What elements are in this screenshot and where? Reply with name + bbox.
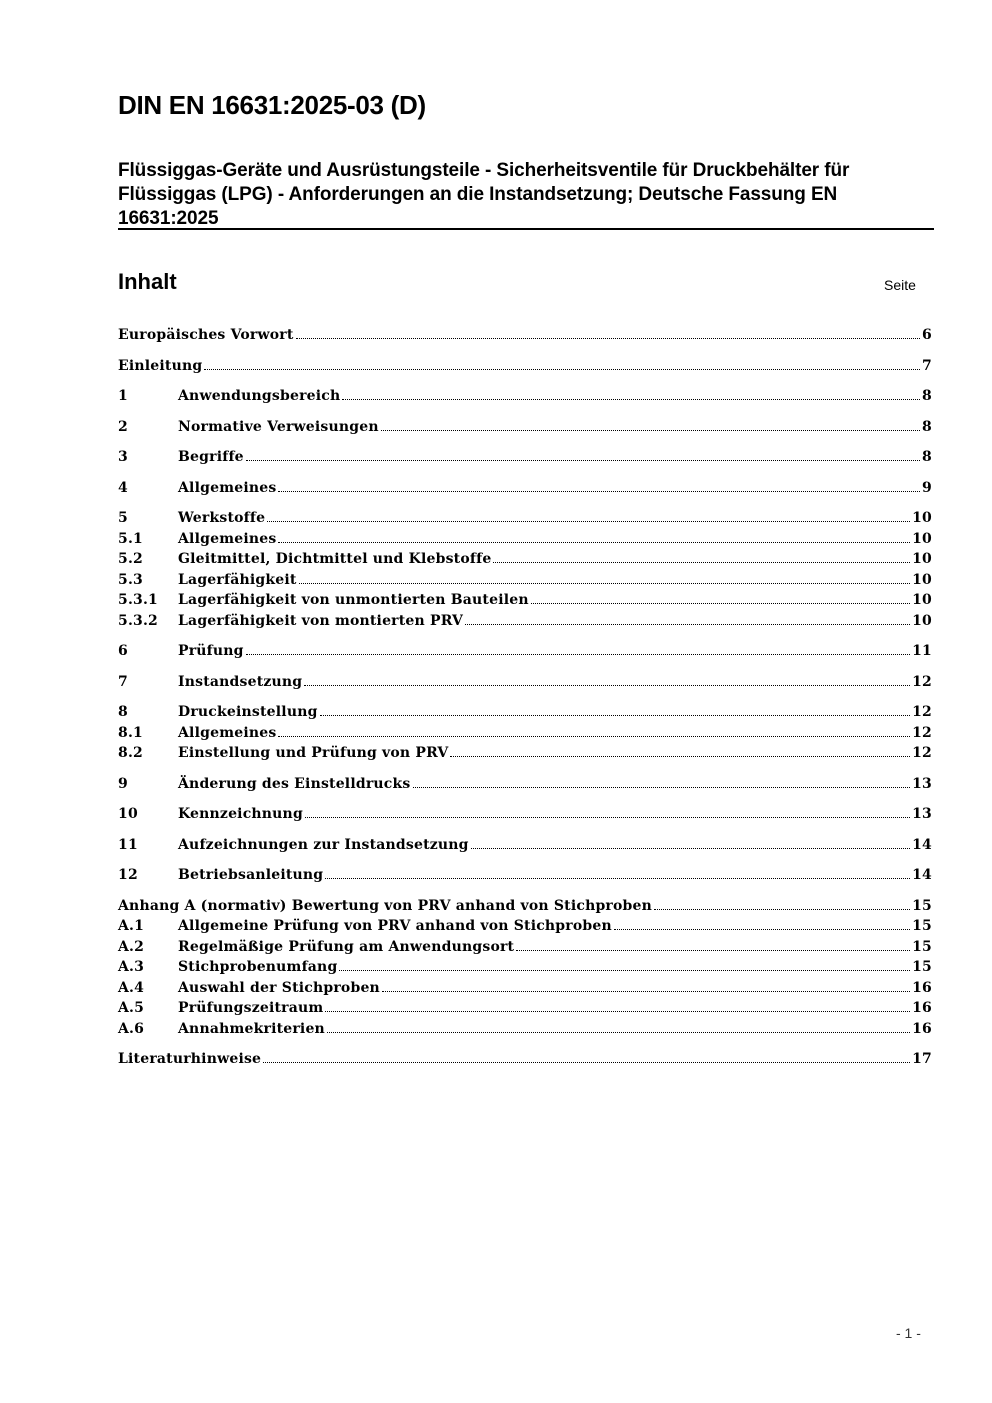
toc-entry-page: 12 [912,745,932,761]
toc-entry[interactable] [118,549,932,570]
toc-entry[interactable] [118,937,932,958]
toc-dot-leader [413,787,911,788]
toc-dot-leader [278,491,920,492]
toc-entry-number: 8 [118,704,128,720]
toc-entry[interactable] [118,978,932,999]
toc-entry[interactable] [118,865,932,886]
toc-entry-number: A.3 [118,959,145,975]
toc-entry-title: Allgemeines [178,479,277,496]
toc-entry-title: Begriffe [178,449,244,465]
toc-entry-page: 14 [912,867,932,883]
toc-entry[interactable] [118,702,932,723]
toc-entry-title: Lagerfähigkeit von montierten PRV [178,612,464,629]
toc-entry-title: Anwendungsbereich [178,388,341,404]
toc-entry-page: 13 [912,775,932,792]
toc-entry-page: 14 [912,836,932,853]
toc-dot-leader [531,603,910,604]
toc-entry[interactable] [118,611,932,632]
toc-dot-leader [382,991,910,992]
toc-entry-page: 15 [912,918,932,934]
toc-entry-title: Kennzeichnung [178,806,303,822]
toc-entry[interactable] [118,835,932,856]
toc-entry-title: Instandsetzung [178,673,303,690]
toc-entry-number: 5.3.2 [118,612,158,629]
toc-entry-number: 9 [118,775,128,792]
toc-entry-title: Änderung des Einstelldrucks [178,775,411,792]
toc-entry-page: 10 [912,592,932,608]
toc-dot-leader [278,542,910,543]
toc-entry-page: 15 [912,959,932,975]
toc-entry-number: 3 [118,449,128,465]
toc-dot-leader [296,338,921,339]
toc-entry[interactable] [118,508,932,529]
toc-entry-page: 10 [912,571,932,588]
toc-dot-leader [342,399,920,400]
toc-entry[interactable] [118,1049,932,1070]
toc-entry-number: 10 [118,806,138,822]
toc-entry-page: 13 [912,806,932,822]
title-divider [118,228,934,230]
toc-entry-page: 9 [922,479,932,496]
toc-entry-page: 16 [912,979,932,996]
toc-page-column-label: Seite [884,277,916,293]
toc-dot-leader [204,369,920,370]
toc-entry-page: 10 [912,612,932,629]
toc-entry-title: Lagerfähigkeit von unmontierten Bauteilen [178,592,529,608]
toc-entry-page: 16 [912,1000,932,1016]
toc-entry-page: 12 [912,673,932,690]
toc-entry-page: 6 [922,327,932,343]
toc-entry[interactable] [118,417,932,438]
toc-dot-leader [493,562,910,563]
toc-entry[interactable] [118,743,932,764]
toc-entry-number: 8.2 [118,745,143,761]
toc-entry-title: Lagerfähigkeit [178,571,297,588]
toc-entry[interactable] [118,957,932,978]
toc-entry[interactable] [118,1019,932,1040]
toc-entry[interactable] [118,356,932,377]
toc-entry-number: A.5 [118,1000,145,1016]
toc-entry-title: Auswahl der Stichproben [178,979,380,996]
toc-entry-number: A.6 [118,1020,145,1037]
toc-dot-leader [450,756,910,757]
toc-entry-number: 7 [118,673,128,690]
document-subtitle: Flüssiggas-Geräte und Ausrüstungsteile - Sicherheitsventile für Druckbehälter für Flüssiggas (LPG) - Anforderungen an die Instandsetzung; Deutsche Fassung EN 16631:2025 [118,160,850,229]
toc-entry-title: Druckeinstellung [178,704,318,720]
toc-entry-number: 1 [118,388,128,404]
toc-entry-title: Europäisches Vorwort [118,327,294,343]
toc-dot-leader [327,1032,910,1033]
toc-dot-leader [267,521,910,522]
toc-entry[interactable] [118,641,932,662]
toc-dot-leader [246,654,910,655]
toc-entry-page: 11 [912,643,932,659]
toc-dot-leader [325,878,910,879]
toc-entry-number: 5.1 [118,530,143,547]
toc-entry-number: 5.2 [118,551,143,567]
toc-dot-leader [654,909,910,910]
toc-entry[interactable] [118,916,932,937]
toc-dot-leader [325,1011,910,1012]
toc-entry[interactable] [118,774,932,795]
toc-entry-number: A.4 [118,979,145,996]
toc-entry[interactable] [118,570,932,591]
toc-dot-leader [614,929,910,930]
toc-dot-leader [339,970,910,971]
toc-entry-page: 16 [912,1020,932,1037]
toc-entry-page: 12 [912,724,932,741]
toc-entry-number: 11 [118,836,138,853]
toc-entry[interactable] [118,723,932,744]
toc-dot-leader [516,950,910,951]
toc-dot-leader [381,430,920,431]
toc-entry[interactable] [118,804,932,825]
toc-entry-title: Literaturhinweise [118,1051,262,1067]
toc-entry-title: Normative Verweisungen [178,418,379,435]
toc-entry[interactable] [118,447,932,468]
toc-entry[interactable] [118,896,932,917]
document-title: DIN EN 16631:2025-03 (D) [118,90,426,120]
table-of-contents [118,325,932,1070]
toc-entry-page: 8 [922,449,932,465]
toc-entry-page: 12 [912,704,932,720]
toc-entry[interactable] [118,672,932,693]
toc-entry-page: 10 [912,510,932,526]
toc-entry-page: 17 [912,1051,932,1067]
page-number: - 1 - [896,1325,921,1341]
toc-entry-page: 7 [922,357,932,374]
toc-entry-page: 15 [912,938,932,955]
toc-entry-number: 5 [118,510,128,526]
toc-entry-title: Anhang A (normativ) Bewertung von PRV anhand von Stichproben [118,897,653,914]
toc-entry-number: 12 [118,867,138,883]
toc-entry-number: 4 [118,479,128,496]
toc-entry[interactable] [118,325,932,346]
toc-dot-leader [465,624,910,625]
toc-entry-title: Gleitmittel, Dichtmittel und Klebstoffe [178,551,492,567]
toc-dot-leader [471,848,910,849]
toc-entry-page: 8 [922,418,932,435]
toc-entry-title: Regelmäßige Prüfung am Anwendungsort [178,938,515,955]
toc-entry-number: 6 [118,643,128,659]
toc-dot-leader [299,583,911,584]
toc-entry-page: 15 [912,897,932,914]
toc-entry-number: 8.1 [118,724,143,741]
toc-dot-leader [320,715,911,716]
toc-entry-title: Allgemeine Prüfung von PRV anhand von Stichproben [178,918,612,934]
toc-entry-page: 8 [922,388,932,404]
toc-entry-title: Werkstoffe [178,510,266,526]
toc-entry-title: Prüfung [178,643,244,659]
toc-entry-title: Allgemeines [178,530,277,547]
toc-entry-title: Einstellung und Prüfung von PRV [178,745,449,761]
toc-entry-number: A.2 [118,938,145,955]
toc-dot-leader [304,685,910,686]
toc-entry-title: Stichprobenumfang [178,959,338,975]
toc-entry-title: Aufzeichnungen zur Instandsetzung [178,836,469,853]
toc-dot-leader [305,817,910,818]
toc-entry-page: 10 [912,551,932,567]
toc-entry-page: 10 [912,530,932,547]
toc-entry-title: Einleitung [118,357,203,374]
toc-heading: Inhalt [118,269,177,294]
toc-dot-leader [263,1062,910,1063]
toc-dot-leader [246,460,920,461]
toc-entry-number: 5.3 [118,571,143,588]
toc-entry-title: Allgemeines [178,724,277,741]
toc-dot-leader [278,736,910,737]
toc-entry[interactable] [118,529,932,550]
toc-entry-title: Prüfungszeitraum [178,1000,324,1016]
toc-entry-number: A.1 [118,918,145,934]
toc-entry[interactable] [118,478,932,499]
toc-entry[interactable] [118,590,932,611]
toc-entry-title: Annahmekriterien [178,1020,325,1037]
toc-entry[interactable] [118,386,932,407]
toc-entry-number: 2 [118,418,128,435]
toc-entry-title: Betriebsanleitung [178,867,324,883]
toc-entry[interactable] [118,998,932,1019]
toc-entry-number: 5.3.1 [118,592,158,608]
